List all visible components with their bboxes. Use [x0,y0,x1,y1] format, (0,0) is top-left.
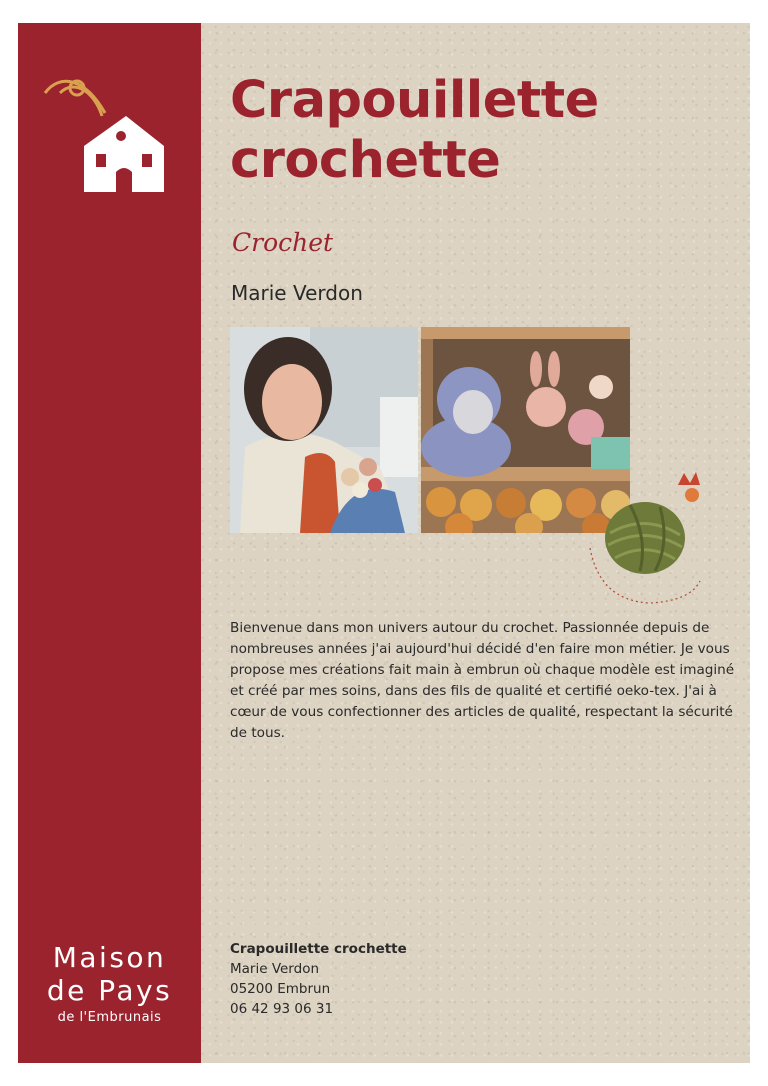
brand-line-3: de l'Embrunais [57,1010,162,1025]
contact-city: 05200 Embrun [230,981,331,997]
artisan-name: Marie Verdon [231,281,363,305]
page-title [230,71,730,191]
contact-phone[interactable]: 06 42 93 06 31 [230,1001,334,1017]
logo [30,68,190,198]
yarn-ball-icon [570,463,710,613]
intro-paragraph: Bienvenue dans mon univers autour du crochet. Passionnée depuis de nombreuses années j'ai aujourd'hui décidé d'en faire mon métier. Je vous propose mes créations fait main à embrun où chaque modèle est imaginé et créé par mes soins, dans des fils de qualité et certifié oeko-tex. J'ai à cœur de vous confectionner des articles de qualité, respectant la sécurité de tous. [230,620,735,741]
contact-block [230,939,407,1019]
contact-person: Marie Verdon [230,961,320,977]
crapouillette-stamp [570,463,710,613]
house-tag-icon [30,68,190,198]
sidebar [18,23,201,1063]
title-line-1: Crapouillette [230,71,599,130]
flyer-page [18,23,750,1063]
title-line-2: crochette [230,131,501,190]
category-label: Crochet [232,228,334,257]
artisan-photo [230,327,418,533]
brand-block [18,941,201,1029]
brand-line-1: Maison [52,941,167,974]
contact-name: Crapouillette crochette [230,941,407,957]
brand-line-2: de Pays [46,974,173,1007]
